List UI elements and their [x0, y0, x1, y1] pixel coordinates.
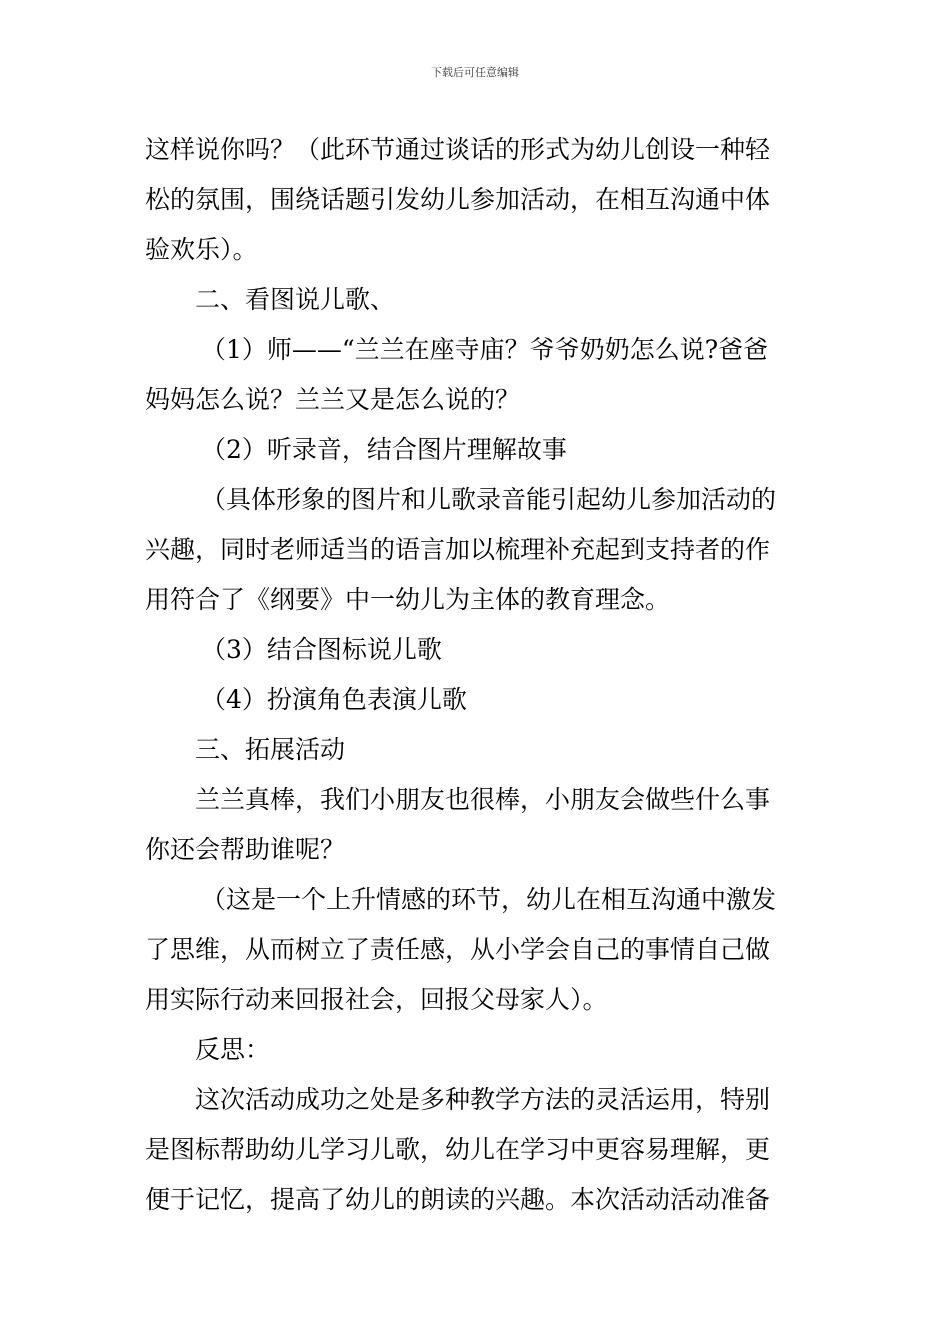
body-line: 是图标帮助幼儿学习儿歌，幼儿在学习中更容易理解，更: [145, 1135, 771, 1164]
body-line: 兴趣，同时老师适当的语言加以梳理补充起到支持者的作: [145, 535, 771, 564]
section-heading-2: 二、看图说儿歌、: [195, 285, 396, 314]
page-header: 下载后可任意编辑: [431, 66, 519, 79]
body-line: 妈妈怎么说？兰兰又是怎么说的？: [145, 385, 521, 414]
body-line: （2）听录音，结合图片理解故事: [201, 435, 567, 464]
body-line: 便于记忆，提高了幼儿的朗读的兴趣。本次活动活动准备: [145, 1185, 771, 1214]
body-line: （3）结合图标说儿歌: [201, 635, 442, 664]
document-body: [145, 125, 810, 1225]
body-line: （这是一个上升情感的环节，幼儿在相互沟通中激发: [201, 885, 777, 914]
body-line: 验欢乐）。: [145, 235, 258, 264]
body-line: 这次活动成功之处是多种教学方法的灵活运用，特别: [195, 1085, 771, 1114]
section-heading-3: 三、拓展活动: [195, 735, 346, 764]
body-line: （4）扮演角色表演儿歌: [201, 685, 467, 714]
body-line: 兰兰真棒，我们小朋友也很棒，小朋友会做些什么事: [195, 785, 771, 814]
body-line: 了思维，从而树立了责任感，从小学会自己的事情自己做: [145, 935, 771, 964]
body-line: （具体形象的图片和儿歌录音能引起幼儿参加活动的: [201, 485, 777, 514]
body-line: 用符合了《纲要》中一幼儿为主体的教育理念。: [145, 585, 671, 614]
body-line: 松的氛围，围绕话题引发幼儿参加活动，在相互沟通中体: [145, 185, 771, 214]
body-line: 用实际行动来回报社会，回报父母家人）。: [145, 985, 608, 1014]
body-line: 你还会帮助谁呢？: [145, 835, 346, 864]
body-line: （1）师——“兰兰在座寺庙？爷爷奶奶怎么说?爸爸: [201, 335, 769, 364]
body-line: 这样说你吗？（此环节通过谈话的形式为幼儿创设一种轻: [145, 135, 771, 164]
reflection-heading: 反思：: [195, 1035, 271, 1064]
